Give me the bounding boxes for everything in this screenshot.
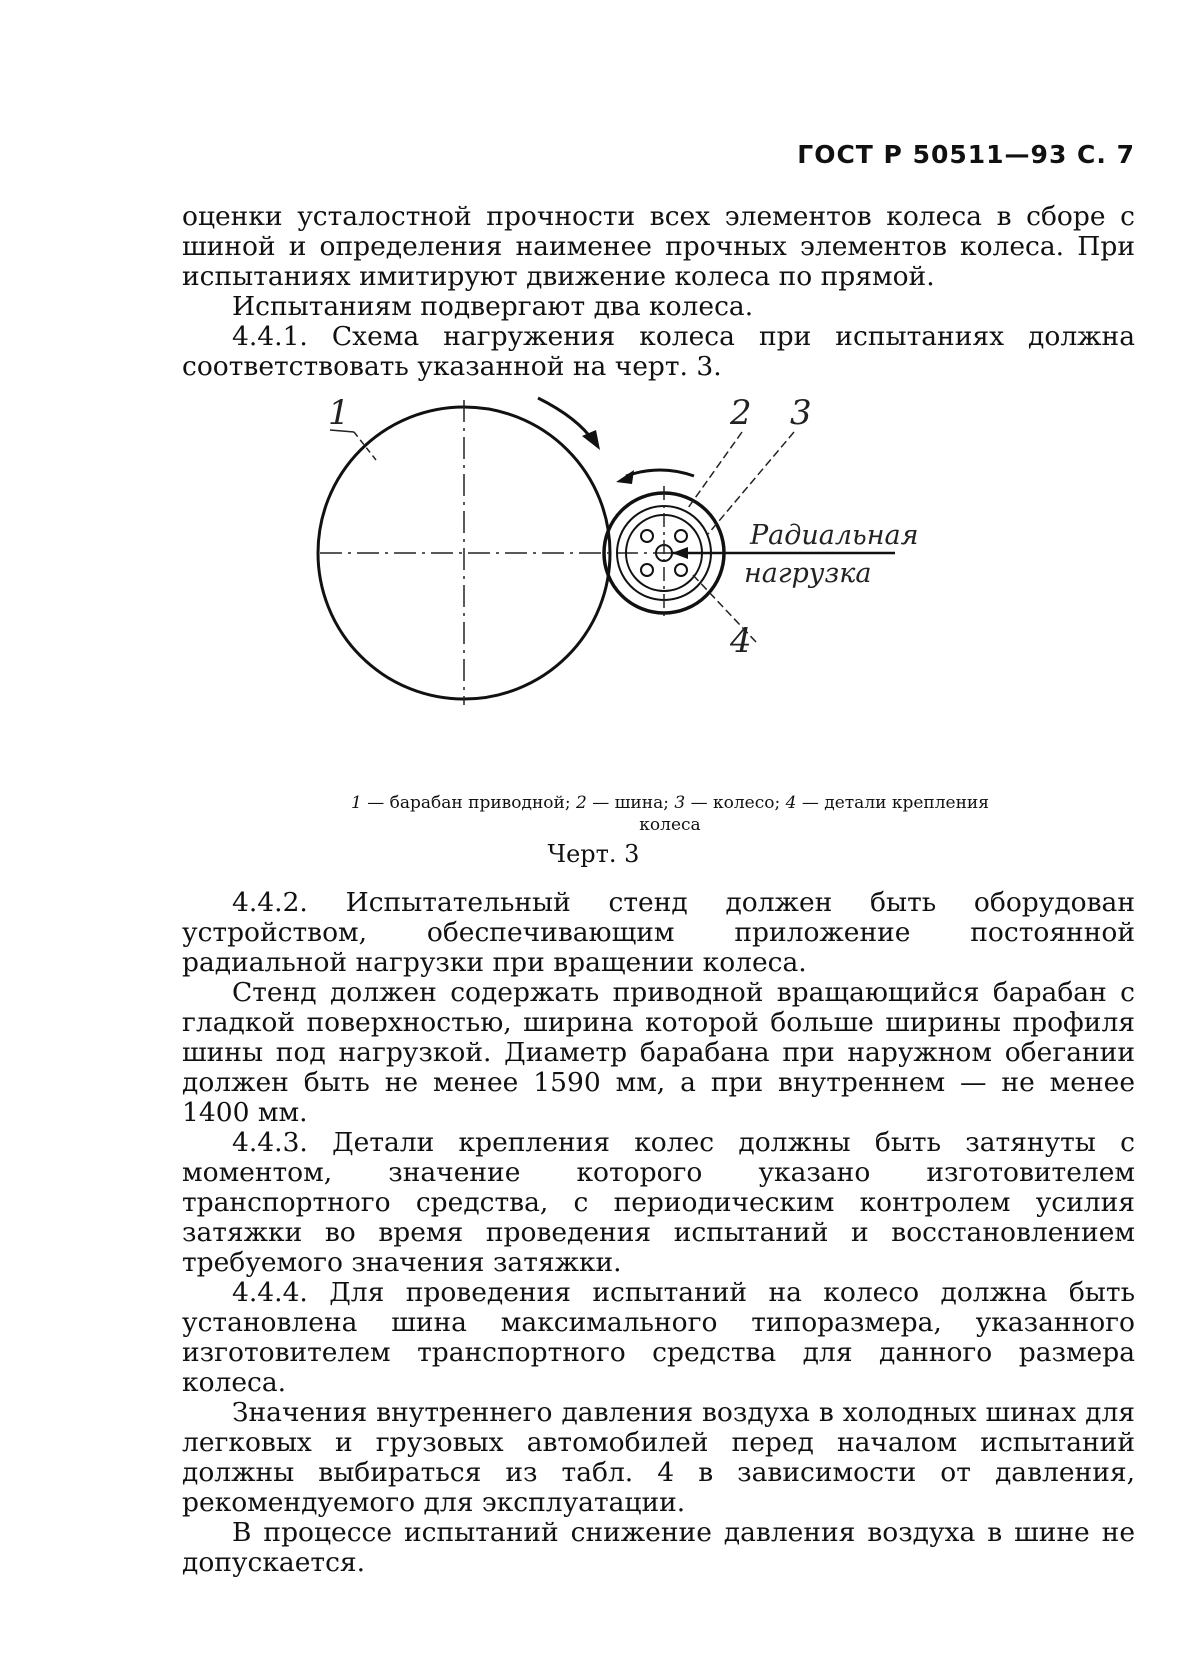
page-header: ГОСТ Р 50511—93 С. 7 — [797, 140, 1135, 169]
caption-num-3: 3 — [674, 793, 686, 813]
pressure-drop: В процессе испытаний снижение давления воздуха в шине не допускается. — [182, 1517, 1135, 1578]
stand-requirements: Стенд должен содержать приводной вращающийся барабан с гладкой поверхностью, ширина которой больше ширины профиля шины под нагрузкой. Диаметр барабана при наружном обегании должен быть не менее 1590 мм, а при внутреннем — не менее 1400 мм. — [182, 977, 1135, 1128]
intro-paragraph-1: оценки усталостной прочности всех элементов колеса в сборе с шиной и определения наименее прочных элементов колеса. При испытаниях имитируют движение колеса по прямой. — [182, 201, 1135, 292]
figure-caption — [350, 792, 990, 836]
wheel-arrow-head — [616, 470, 634, 484]
caption-num-2: 2 — [575, 793, 587, 813]
figure-title: Черт. 3 — [547, 840, 640, 868]
label-3: 3 — [790, 393, 812, 433]
label-4: 4 — [730, 621, 752, 661]
clause-4-4-1: 4.4.1. Схема нагружения колеса при испытаниях должна соответствовать указанной на черт. 3. — [182, 321, 1135, 382]
fastener — [641, 530, 653, 542]
radial-load-label-2: нагрузка — [744, 558, 872, 589]
caption-text-3: — колесо; — [685, 793, 786, 813]
body-text — [182, 888, 1135, 1578]
caption-text-2: — шина; — [586, 793, 675, 813]
caption-num-4: 4 — [785, 793, 797, 813]
clause-4-4-2: 4.4.2. Испытательный стенд должен быть оборудован устройством, обеспечивающим приложение постоянной радиальной нагрузки при вращении колеса. — [182, 887, 1135, 978]
figure-3-diagram — [320, 393, 1000, 780]
intro-paragraph-2: Испытаниям подвергают два колеса. — [232, 291, 754, 322]
caption-num-1: 1 — [351, 793, 362, 813]
clause-4-4-3: 4.4.3. Детали крепления колес должны быть затянуты с моментом, значение которого указано изготовителем транспортного средства, с периодическим контролем усилия затяжки во время проведения испытаний и восстановлением требуемого значения затяжки. — [182, 1127, 1135, 1278]
pressure-values: Значения внутреннего давления воздуха в холодных шинах для легковых и грузовых автомобилей перед началом испытаний должны выбираться из табл. 4 в зависимости от давления, рекомендуемого для эксплуатации. — [182, 1397, 1135, 1518]
leader-2 — [688, 432, 742, 508]
drum-arrow-head — [582, 430, 600, 450]
leader-3 — [708, 432, 794, 534]
clause-4-4-4: 4.4.4. Для проведения испытаний на колесо должна быть установлена шина максимального типоразмера, указанного изготовителем транспортного средства для данного размера колеса. — [182, 1277, 1135, 1398]
label-1: 1 — [328, 393, 350, 433]
fastener — [675, 530, 687, 542]
caption-text-4: — детали крепления колеса — [639, 793, 989, 835]
caption-text-1: — барабан приводной; — [361, 793, 576, 813]
radial-load-label-1: Радиальная — [750, 520, 919, 551]
radial-load-arrow-head — [672, 547, 688, 559]
fastener — [675, 564, 687, 576]
label-2: 2 — [730, 393, 752, 433]
fastener — [641, 564, 653, 576]
intro-text — [182, 202, 1135, 382]
wheel-rotation-arrow — [626, 470, 694, 476]
